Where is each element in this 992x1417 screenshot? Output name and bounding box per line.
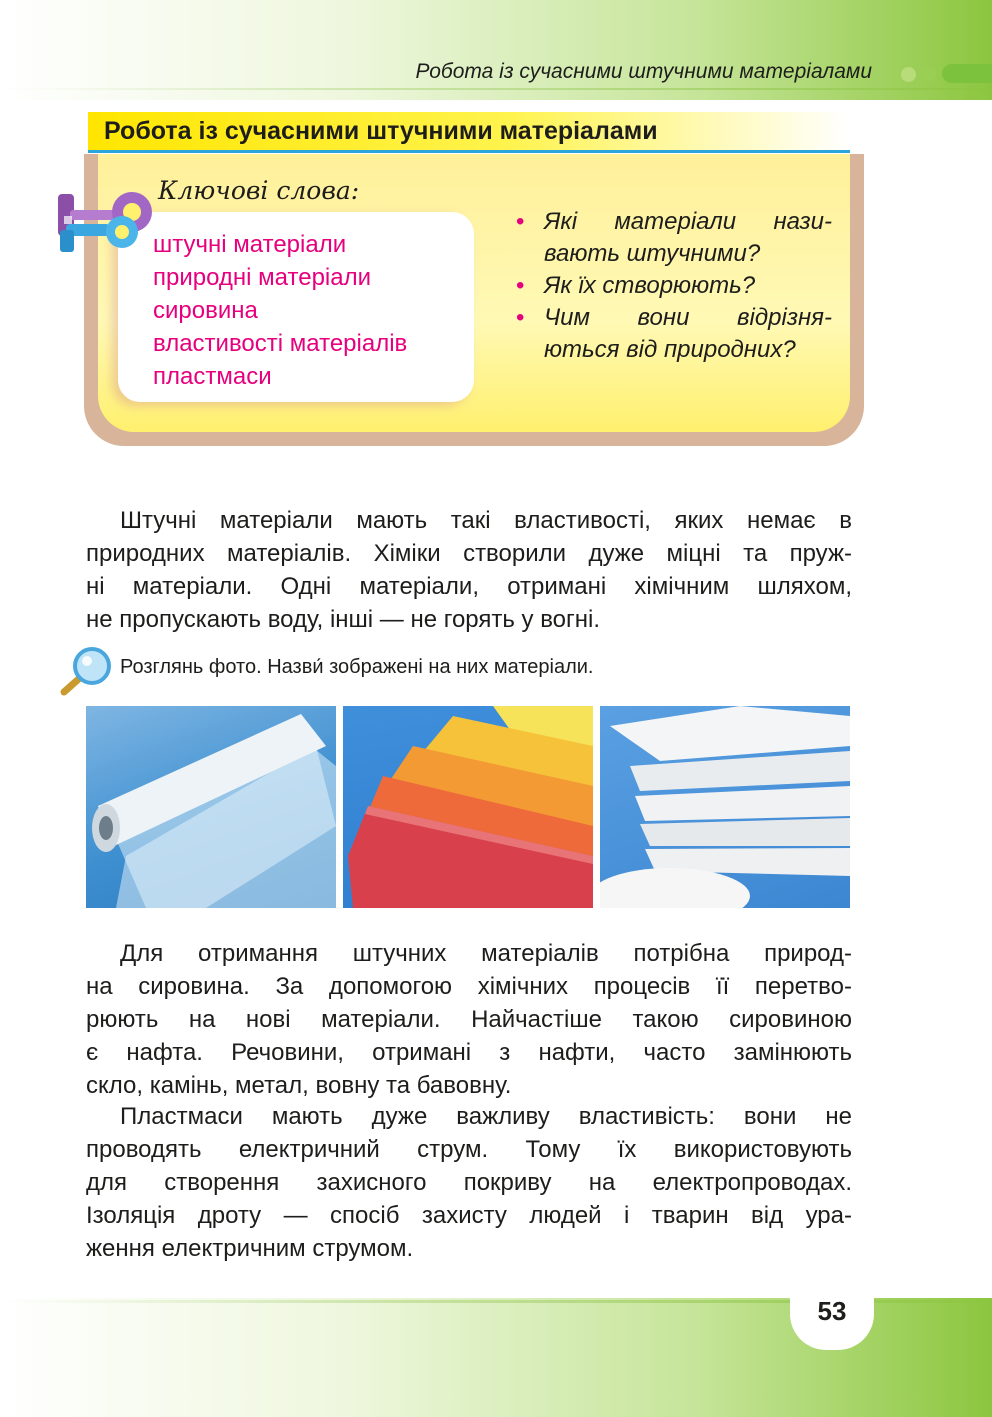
- questions-list: [512, 206, 832, 366]
- photo-foam-boards: [600, 706, 850, 908]
- section-title-rule: [88, 150, 850, 153]
- question-line: Чим вони відрізня-: [544, 304, 832, 331]
- question-item: [512, 302, 832, 366]
- keyword-item: властивості матеріалів: [153, 330, 408, 357]
- running-head: Робота із сучасними штучними матеріалами: [415, 60, 872, 83]
- key-icon: [56, 176, 156, 258]
- dot-icon: [901, 67, 916, 82]
- plastic-film-illustration: [86, 706, 336, 908]
- paragraph-1: [86, 504, 852, 636]
- paragraph-3: [86, 1100, 852, 1265]
- text-line: для створення захисного покриву на електропроводах.: [86, 1169, 852, 1196]
- magnifier-icon: [58, 646, 114, 698]
- text-line: природних матеріалів. Хіміки створили дуже міцні та пруж-: [86, 540, 852, 567]
- text-line: Штучні матеріали мають такі властивості, яких немає в: [120, 507, 852, 534]
- text-line: є нафта. Речовини, отримані з нафти, часто замінюють: [86, 1039, 852, 1066]
- text-line: не пропускають воду, інші — не горять у вогні.: [86, 606, 601, 633]
- foam-illustration: [600, 706, 850, 908]
- header-tab: [942, 64, 992, 83]
- section-title: Робота із сучасними штучними матеріалами: [104, 117, 658, 145]
- section-title-bar: [88, 112, 850, 150]
- photo-polycarbonate-sheets: [343, 706, 593, 908]
- question-line: вають штучними?: [544, 240, 761, 267]
- question-line: ються від природних?: [544, 336, 796, 363]
- text-line: проводять електричний струм. Тому їх використовують: [86, 1136, 852, 1163]
- header-band: [0, 0, 992, 100]
- keywords-list: [153, 228, 407, 393]
- question-item: [512, 206, 832, 270]
- keyword-item: сировина: [153, 297, 258, 324]
- keyword-item: природні матеріали: [153, 264, 372, 291]
- page-number: 53: [817, 1296, 847, 1326]
- photo-prompt: Розглянь фото. Назви́ зображені на них матеріали.: [120, 656, 594, 678]
- photo-plastic-film: [86, 706, 336, 908]
- text-line: скло, камінь, метал, вовну та бавовну.: [86, 1072, 512, 1099]
- text-line: Для отримання штучних матеріалів потрібна природ-: [120, 940, 852, 967]
- polycarbonate-illustration: [343, 706, 593, 908]
- text-line: Ізоляція дроту — спосіб захисту людей і тварин від ура-: [86, 1202, 852, 1229]
- header-dots: [896, 66, 936, 84]
- bullet-icon: •: [516, 208, 525, 235]
- bullet-icon: •: [516, 304, 525, 331]
- dot-icon: [921, 67, 936, 82]
- text-line: Пластмаси мають дуже важливу властивість: вони не: [120, 1103, 852, 1130]
- text-line: рюють на нові матеріали. Найчастіше такою сировиною: [86, 1006, 852, 1033]
- keywords-heading: Ключові слова:: [158, 176, 360, 205]
- question-line: Як їх створюють?: [544, 272, 756, 299]
- text-line: ні матеріали. Одні матеріали, отримані хімічним шляхом,: [86, 573, 852, 600]
- bullet-icon: •: [516, 272, 525, 299]
- question-item: [512, 270, 832, 302]
- keyword-item: пластмаси: [153, 363, 272, 390]
- question-line: Які матеріали нази-: [544, 208, 832, 235]
- paragraph-2: [86, 937, 852, 1102]
- keyword-item: штучні матеріали: [153, 231, 347, 258]
- text-line: ження електричним струмом.: [86, 1235, 414, 1262]
- text-line: на сировина. За допомогою хімічних процесів її перетво-: [86, 973, 852, 1000]
- header-rule: [0, 88, 992, 90]
